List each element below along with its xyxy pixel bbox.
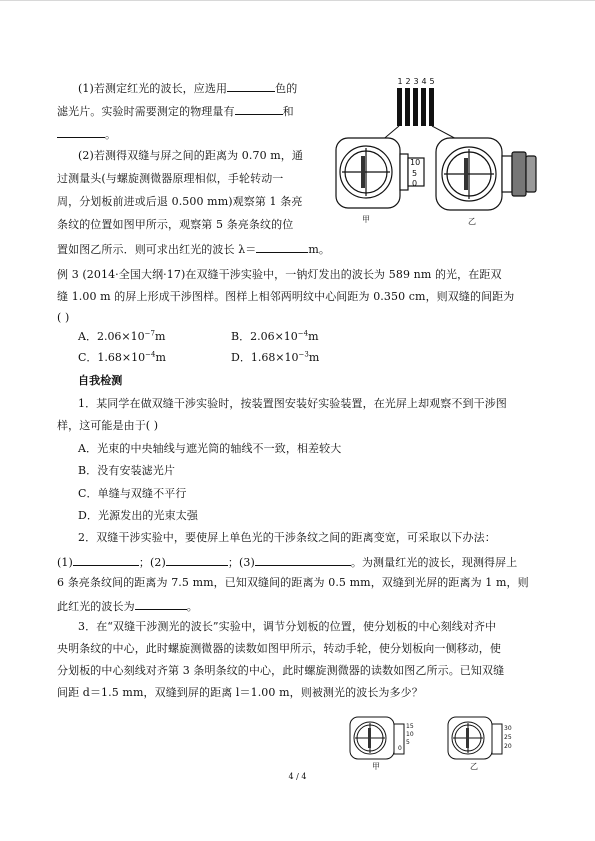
example-3-line: 例 3 (2014·全国大纲·17)在双缝干涉实验中，一钠灯发出的波长为 589 nm 的光，在距双 bbox=[57, 268, 502, 281]
answer-option: B．没有安装滤光片 bbox=[78, 464, 175, 477]
fringe-number: 1 bbox=[397, 77, 403, 86]
page-top-rule bbox=[0, 0, 595, 1]
fringe-number: 4 bbox=[421, 77, 427, 86]
micrometer-scale-number: 5 bbox=[406, 739, 410, 746]
micrometer-scale-number: 10 bbox=[410, 158, 421, 167]
question-line: 1．某同学在做双缝干涉实验时，按装置图安装好实验装置，在光屏上却观察不到干涉图 bbox=[78, 397, 507, 410]
question-line: 此红光的波长为 。 bbox=[57, 600, 198, 613]
answer-option: C．单缝与双缝不平行 bbox=[78, 487, 187, 500]
micrometer-scale-number: 5 bbox=[412, 169, 418, 178]
micrometer-scale-number: 25 bbox=[504, 734, 512, 741]
interference-fringes bbox=[397, 88, 434, 126]
question-2-line: 过测量头(与螺旋测微器原理相似，手轮转动一 bbox=[57, 172, 284, 185]
micrometer-scale-number: 20 bbox=[504, 743, 512, 750]
question-1-line: 。 bbox=[57, 126, 116, 142]
question-2-line: 周，分划板前进或后退 0.500 mm)观察第 1 条亮 bbox=[57, 195, 303, 208]
fringe-number: 3 bbox=[413, 77, 419, 86]
question-line: 2．双缝干涉实验中，要使屏上单色光的干涉条纹之间的距离变宽，可采取以下办法： bbox=[78, 531, 496, 544]
figure-micrometer-readings bbox=[348, 714, 523, 770]
question-line: (1) ；(2) ；(3) 。为测量红光的波长，现测得屏上 bbox=[57, 556, 518, 569]
page-number: 4 / 4 bbox=[288, 772, 307, 781]
eyepiece-left bbox=[336, 138, 424, 208]
figure-micrometer-eyepieces bbox=[332, 72, 552, 232]
option-d: D．$1.68\times 10^{-3}m$ bbox=[231, 350, 320, 364]
fringe-number: 2 bbox=[405, 77, 411, 86]
fringe-number: 5 bbox=[429, 77, 435, 86]
micrometer-scale-number: 30 bbox=[504, 725, 512, 732]
question-line: 3．在“双缝干涉测光的波长”实验中，调节分划板的位置，使分划板的中心刻线对齐中 bbox=[78, 620, 497, 633]
micrometer-scale-number: 0 bbox=[412, 179, 418, 188]
question-line: 样，这可能是由于( ) bbox=[57, 419, 159, 432]
label-yi: 乙 bbox=[468, 217, 476, 226]
label-yi: 乙 bbox=[470, 762, 478, 770]
question-line: 间距 d＝1.5 mm，双缝到屏的距离 l＝1.00 m，则被测光的波长为多少？ bbox=[57, 686, 423, 699]
micrometer-scale-number: 10 bbox=[406, 731, 414, 738]
option-c: C．$1.68\times 10^{-4}m$ bbox=[78, 350, 166, 364]
question-line: 分划板的中心刻线对齐第 3 条明条纹的中心，此时螺旋测微器的读数如图乙所示。已知双缝 bbox=[57, 664, 505, 677]
question-2-line: 条纹的位置如图甲所示，观察第 5 条亮条纹的位 bbox=[57, 218, 294, 231]
example-3-line: ( ) bbox=[57, 311, 70, 324]
question-line: 央明条纹的中心，此时螺旋测微器的读数如图甲所示，转动手轮，使分划板向一侧移动，使 bbox=[57, 642, 501, 655]
option-b: B．$2.06\times 10^{-4}m$ bbox=[231, 329, 319, 343]
question-2-line: 置如图乙所示．则可求出红光的波长 λ＝ m。 bbox=[57, 243, 331, 256]
option-a: A．$2.06\times 10^{-7}m$ bbox=[78, 329, 166, 343]
micrometer-scale-number: 15 bbox=[406, 723, 414, 730]
eyepiece-right bbox=[436, 138, 536, 210]
question-1-line: (1)若测定红光的波长，应选用 色的 bbox=[78, 82, 298, 95]
label-jia: 甲 bbox=[372, 762, 380, 770]
answer-option: A．光束的中央轴线与遮光筒的轴线不一致，相差较大 bbox=[78, 442, 342, 455]
question-line: 6 条亮条纹间的距离为 7.5 mm，已知双缝间的距离为 0.5 mm，双缝到光屏的距离为 1 m，则 bbox=[57, 576, 529, 589]
micrometer-scale-number: 0 bbox=[398, 745, 402, 752]
question-1-line: 滤光片。实验时需要测定的物理量有 和 bbox=[57, 105, 294, 118]
example-3-line: 缝 1.00 m 的屏上形成干涉图样。图样上相邻两明纹中心间距为 0.350 cm，则双缝的间距为 bbox=[57, 290, 515, 303]
section-title: 自我检测 bbox=[78, 374, 123, 387]
label-jia: 甲 bbox=[362, 215, 370, 224]
answer-option: D．光源发出的光束太强 bbox=[78, 509, 198, 522]
question-2-line: (2)若测得双缝与屏之间的距离为 0.70 m，通 bbox=[78, 149, 303, 162]
